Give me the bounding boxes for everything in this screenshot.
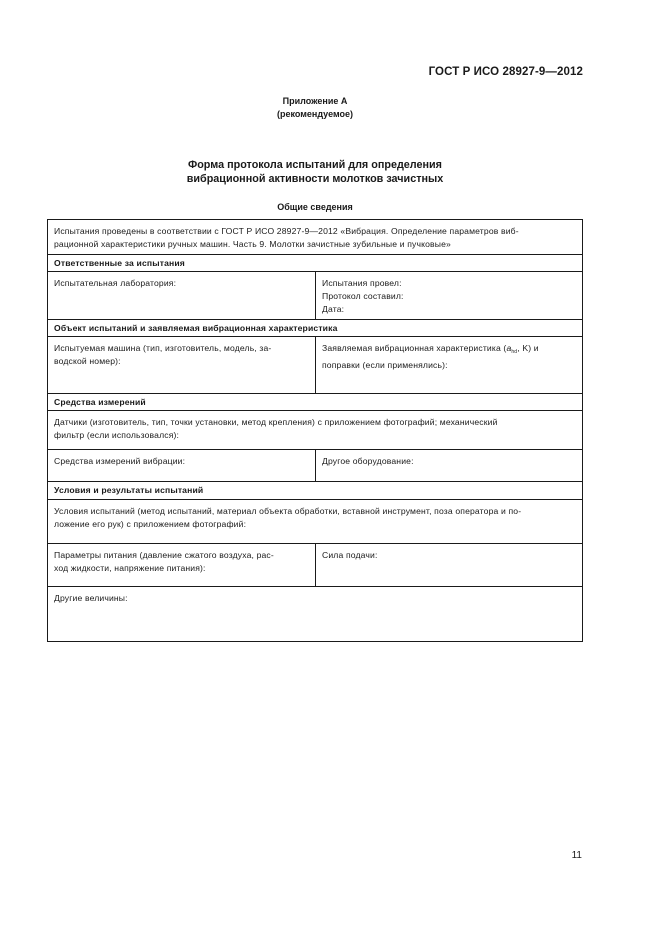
machine-line-2: водской номер):: [54, 356, 121, 366]
general-info-heading: Общие сведения: [277, 202, 353, 212]
intro-line-2: рационной характеристики ручных машин. Часть 9. Молотки зачистные зубильные и пучковые»: [54, 239, 451, 249]
section-responsible: Ответственные за испытания: [48, 255, 583, 272]
declared-symbol: a: [506, 343, 512, 353]
tested-by-label: Испытания провел:: [322, 278, 402, 288]
section-measurement: Средства измерений: [48, 394, 583, 411]
annex-heading: [0, 95, 630, 121]
conditions-field: [48, 500, 583, 544]
declared-subscript: hd: [511, 349, 518, 355]
conditions-line-1: Условия испытаний (метод испытаний, материал объекта обработки, вставной инструмент, поза оператора и по-: [54, 506, 522, 516]
sensors-line-1: Датчики (изготовитель, тип, точки установки, метод крепления) с приложением фотографий; механический: [54, 417, 498, 427]
sensors-line-2: фильтр (если использовался):: [54, 430, 180, 440]
date-label: Дата:: [322, 304, 345, 314]
section-conditions: Условия и результаты испытаний: [48, 482, 583, 500]
section-object: Объект испытаний и заявляемая вибрационная характеристика: [48, 320, 583, 337]
power-line-2: ход жидкости, напряжение питания):: [54, 563, 206, 573]
declared-line-2: поправки (если применялись):: [322, 360, 448, 370]
laboratory-field: Испытательная лаборатория:: [48, 272, 316, 320]
intro-cell: [48, 220, 583, 255]
page-number: 11: [571, 850, 582, 861]
test-report-form: [47, 219, 583, 642]
power-line-1: Параметры питания (давление сжатого воздуха, рас-: [54, 550, 274, 560]
standard-designation: ГОСТ Р ИСО 28927-9—2012: [428, 66, 583, 78]
feed-force-field: Сила подачи:: [316, 544, 583, 587]
form-title-line-1: Форма протокола испытаний для определения: [188, 159, 442, 171]
declared-text-a: Заявляемая вибрационная характеристика (: [322, 343, 507, 353]
sensors-field: [48, 411, 583, 450]
other-equipment-field: Другое оборудование:: [316, 450, 583, 482]
machine-line-1: Испытуемая машина (тип, изготовитель, модель, за-: [54, 343, 272, 353]
intro-line-1: Испытания проведены в соответствии с ГОСТ Р ИСО 28927-9—2012 «Вибрация. Определение параметров виб-: [54, 226, 519, 236]
conditions-line-2: ложение его рук) с приложением фотографий:: [54, 519, 247, 529]
form-title: [0, 158, 630, 186]
declared-value-field: [316, 337, 583, 394]
vibration-instruments-field: Средства измерений вибрации:: [48, 450, 316, 482]
personnel-field: [316, 272, 583, 320]
annex-title: Приложение А: [282, 96, 348, 106]
form-title-line-2: вибрационной активности молотков зачистных: [186, 173, 444, 185]
machine-field: [48, 337, 316, 394]
annex-status: (рекомендуемое): [277, 109, 353, 119]
protocol-by-label: Протокол составил:: [322, 291, 404, 301]
declared-line-1: [322, 342, 576, 359]
other-values-field: Другие величины:: [48, 587, 583, 642]
power-params-field: [48, 544, 316, 587]
declared-text-b: , K) и: [517, 343, 539, 353]
